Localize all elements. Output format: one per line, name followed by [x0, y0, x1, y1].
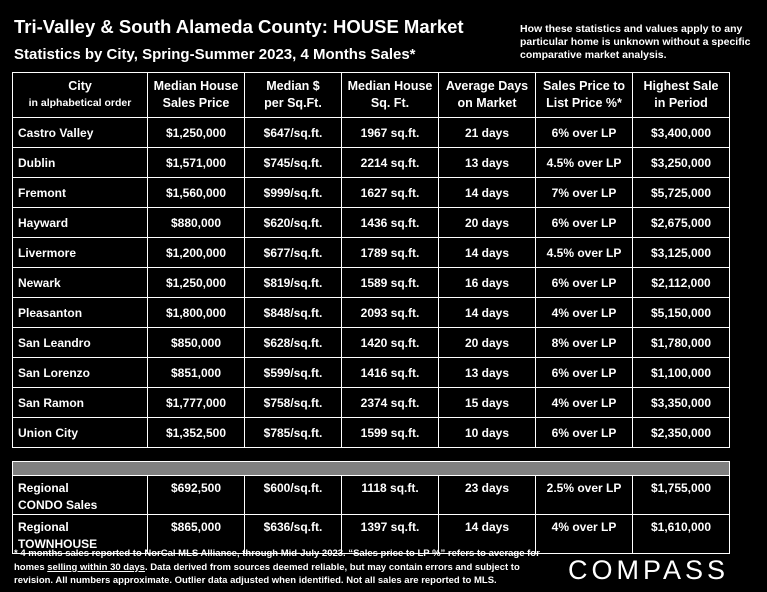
- column-header: City in alphabetical order: [13, 73, 148, 118]
- market-stats-table: [12, 72, 730, 554]
- column-header: Median House Sq. Ft.: [342, 73, 439, 118]
- table-row: [13, 148, 730, 178]
- table-cell: $636/sq.ft.: [245, 515, 342, 554]
- table-cell: $2,675,000: [633, 208, 730, 238]
- column-header: Average Days on Market: [439, 73, 536, 118]
- table-cell: $600/sq.ft.: [245, 476, 342, 515]
- disclaimer-note: How these statistics and values apply to any particular home is unknown without a specific comparative market analysis.: [520, 23, 751, 61]
- table-cell: 14 days: [439, 238, 536, 268]
- table-cell: $692,500: [148, 476, 245, 515]
- table-cell: 6% over LP: [536, 358, 633, 388]
- city-cell: San Leandro: [13, 328, 148, 358]
- table-cell: $850,000: [148, 328, 245, 358]
- footnote: * 4 months sales reported to NorCal MLS Alliance, through Mid-July 2023. “Sales price to LP %” refers to average for homes selling within 30 days. Data derived from sources deemed reliable, but may contain errors and subject to revision. All numbers approximate. Outlier data adjusted when identified. Not all sales are reported to MLS.: [14, 548, 540, 586]
- table-row: [13, 358, 730, 388]
- column-header: Median $ per Sq.Ft.: [245, 73, 342, 118]
- table-cell: 6% over LP: [536, 418, 633, 448]
- table-cell: 6% over LP: [536, 268, 633, 298]
- table-cell: 4% over LP: [536, 515, 633, 554]
- table-row: [13, 418, 730, 448]
- table-row: [13, 268, 730, 298]
- table-cell: 4% over LP: [536, 388, 633, 418]
- city-cell: Union City: [13, 418, 148, 448]
- table-cell: $1,610,000: [633, 515, 730, 554]
- table-cell: 1420 sq.ft.: [342, 328, 439, 358]
- table-cell: $1,780,000: [633, 328, 730, 358]
- table-cell: $677/sq.ft.: [245, 238, 342, 268]
- table-cell: $1,777,000: [148, 388, 245, 418]
- table-cell: $1,250,000: [148, 118, 245, 148]
- table-cell: $1,100,000: [633, 358, 730, 388]
- table-cell: 13 days: [439, 358, 536, 388]
- city-cell: San Lorenzo: [13, 358, 148, 388]
- table-cell: $785/sq.ft.: [245, 418, 342, 448]
- table-cell: $745/sq.ft.: [245, 148, 342, 178]
- table-cell: 14 days: [439, 178, 536, 208]
- regional-row: [13, 476, 730, 515]
- city-cell: San Ramon: [13, 388, 148, 418]
- table-cell: $1,755,000: [633, 476, 730, 515]
- city-cell: Fremont: [13, 178, 148, 208]
- table-cell: 1436 sq.ft.: [342, 208, 439, 238]
- table-row: [13, 118, 730, 148]
- table-cell: $1,352,500: [148, 418, 245, 448]
- table-cell: 1589 sq.ft.: [342, 268, 439, 298]
- table-cell: 1118 sq.ft.: [342, 476, 439, 515]
- table-cell: $999/sq.ft.: [245, 178, 342, 208]
- city-cell: Regional TOWNHOUSE: [13, 515, 148, 554]
- table-cell: 20 days: [439, 208, 536, 238]
- table-cell: 13 days: [439, 148, 536, 178]
- table-cell: 20 days: [439, 328, 536, 358]
- table-cell: 2093 sq.ft.: [342, 298, 439, 328]
- table-cell: $1,200,000: [148, 238, 245, 268]
- table-cell: 1627 sq.ft.: [342, 178, 439, 208]
- table-cell: $3,250,000: [633, 148, 730, 178]
- table-header-row: [13, 73, 730, 118]
- table-row: [13, 238, 730, 268]
- table-cell: 23 days: [439, 476, 536, 515]
- table-cell: $3,350,000: [633, 388, 730, 418]
- table-cell: 21 days: [439, 118, 536, 148]
- table-cell: 14 days: [439, 515, 536, 554]
- table-cell: $848/sq.ft.: [245, 298, 342, 328]
- table-separator-gray: [13, 462, 730, 476]
- city-cell: Dublin: [13, 148, 148, 178]
- city-cell: Hayward: [13, 208, 148, 238]
- table-row: [13, 178, 730, 208]
- table-cell: 4.5% over LP: [536, 238, 633, 268]
- table-cell: 1397 sq.ft.: [342, 515, 439, 554]
- table-row: [13, 388, 730, 418]
- column-header: Sales Price to List Price %*: [536, 73, 633, 118]
- table-cell: 4.5% over LP: [536, 148, 633, 178]
- table-cell: 14 days: [439, 298, 536, 328]
- table-cell: 1789 sq.ft.: [342, 238, 439, 268]
- table-cell: $851,000: [148, 358, 245, 388]
- table-cell: $1,800,000: [148, 298, 245, 328]
- table-cell: $5,150,000: [633, 298, 730, 328]
- table-cell: $599/sq.ft.: [245, 358, 342, 388]
- table-cell: 4% over LP: [536, 298, 633, 328]
- table-cell: $865,000: [148, 515, 245, 554]
- column-header: Median House Sales Price: [148, 73, 245, 118]
- table-cell: 2.5% over LP: [536, 476, 633, 515]
- table-cell: $3,400,000: [633, 118, 730, 148]
- table-cell: 15 days: [439, 388, 536, 418]
- table-cell: 2214 sq.ft.: [342, 148, 439, 178]
- table-cell: 16 days: [439, 268, 536, 298]
- page-subtitle: Statistics by City, Spring-Summer 2023, 4 Months Sales*: [14, 46, 416, 63]
- table-cell: $647/sq.ft.: [245, 118, 342, 148]
- table-cell: 6% over LP: [536, 208, 633, 238]
- table-row: [13, 208, 730, 238]
- table-cell: $2,350,000: [633, 418, 730, 448]
- city-cell: Newark: [13, 268, 148, 298]
- city-cell: Regional CONDO Sales: [13, 476, 148, 515]
- city-cell: Pleasanton: [13, 298, 148, 328]
- table-cell: $819/sq.ft.: [245, 268, 342, 298]
- table-cell: 7% over LP: [536, 178, 633, 208]
- table-cell: $880,000: [148, 208, 245, 238]
- table-separator: [13, 448, 730, 462]
- table-cell: $5,725,000: [633, 178, 730, 208]
- table-cell: $3,125,000: [633, 238, 730, 268]
- city-cell: Castro Valley: [13, 118, 148, 148]
- compass-logo: COMPASS: [568, 555, 730, 585]
- city-cell: Livermore: [13, 238, 148, 268]
- table-cell: 8% over LP: [536, 328, 633, 358]
- table-cell: $2,112,000: [633, 268, 730, 298]
- table-cell: 6% over LP: [536, 118, 633, 148]
- page-title: Tri-Valley & South Alameda County: HOUSE Market: [14, 16, 464, 37]
- table-row: [13, 328, 730, 358]
- table-cell: $1,571,000: [148, 148, 245, 178]
- table-cell: $1,560,000: [148, 178, 245, 208]
- table-cell: $628/sq.ft.: [245, 328, 342, 358]
- table-row: [13, 298, 730, 328]
- table-cell: 1599 sq.ft.: [342, 418, 439, 448]
- column-header: Highest Sale in Period: [633, 73, 730, 118]
- table-cell: 10 days: [439, 418, 536, 448]
- table-cell: 1416 sq.ft.: [342, 358, 439, 388]
- table-cell: $758/sq.ft.: [245, 388, 342, 418]
- table-cell: 2374 sq.ft.: [342, 388, 439, 418]
- table-cell: $1,250,000: [148, 268, 245, 298]
- table-cell: 1967 sq.ft.: [342, 118, 439, 148]
- table-cell: $620/sq.ft.: [245, 208, 342, 238]
